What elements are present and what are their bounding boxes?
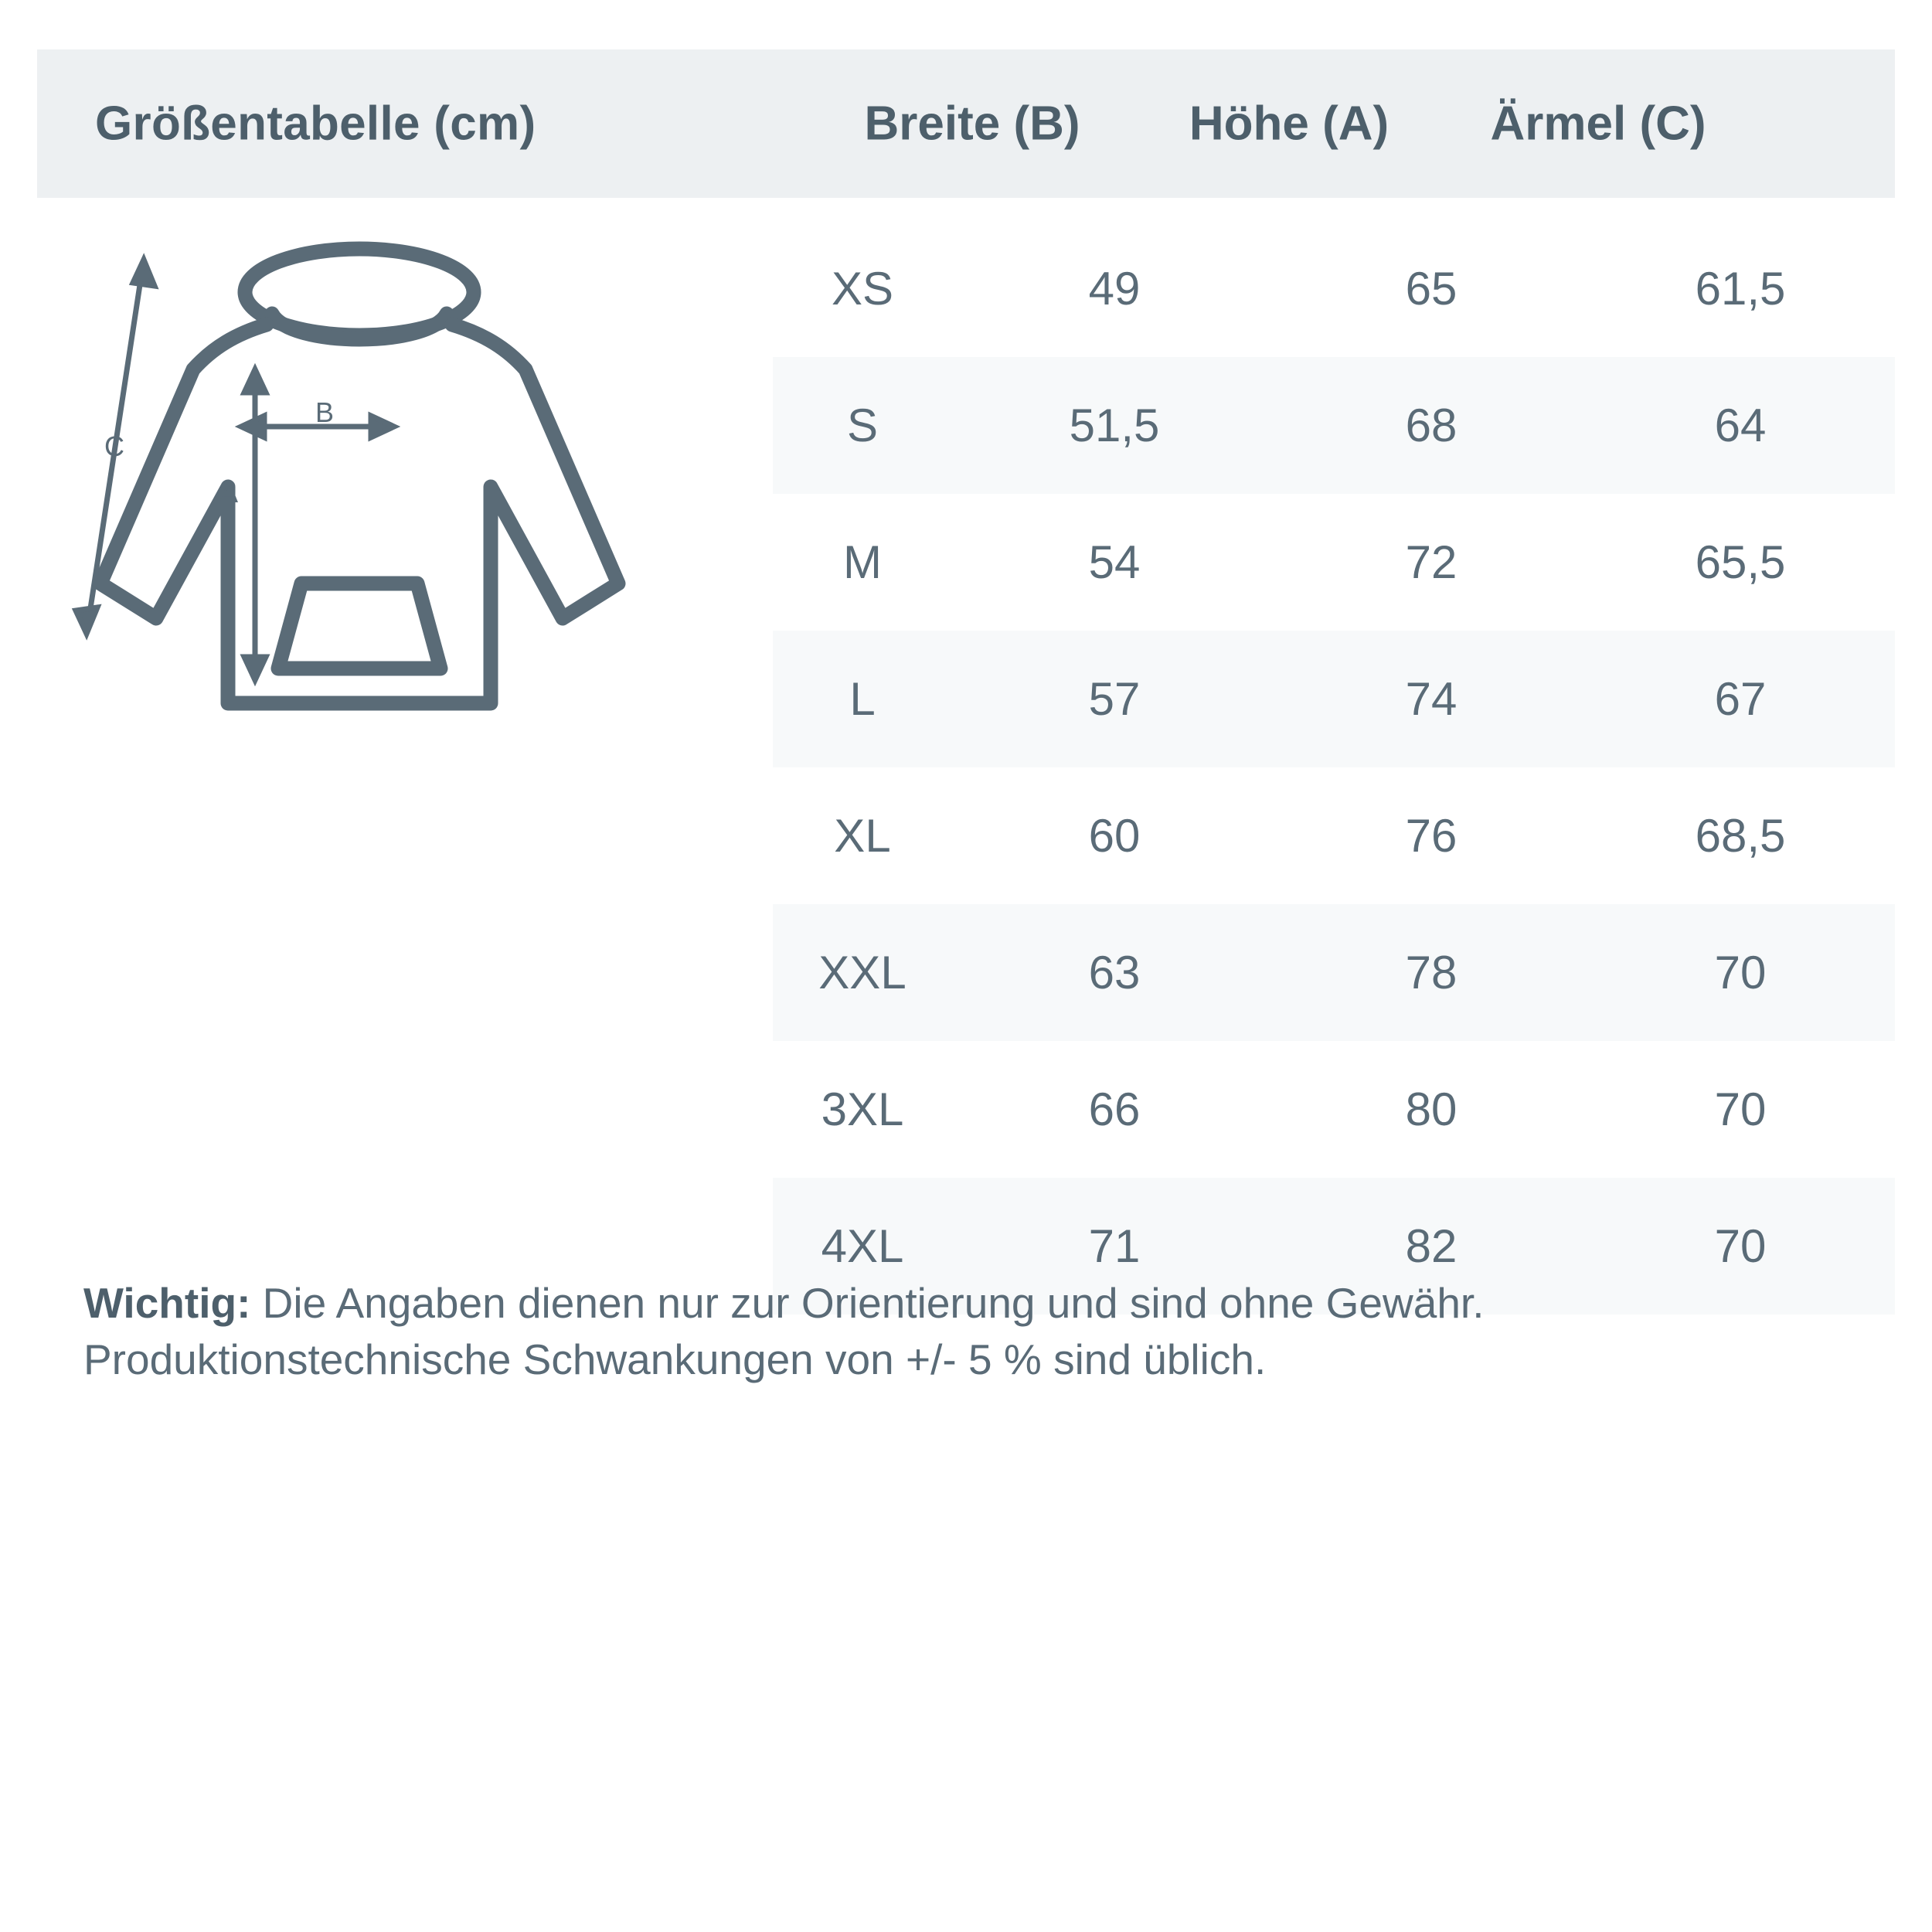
footnote: [83, 1275, 1884, 1388]
cell-size: L: [849, 672, 876, 725]
cell-height: 80: [1405, 1083, 1458, 1135]
dimension-label-height: A: [219, 477, 239, 509]
cell-size: XS: [831, 262, 894, 315]
cell-height: 82: [1405, 1219, 1458, 1272]
column-headers: [810, 97, 1753, 151]
cell-size: 3XL: [821, 1083, 904, 1135]
table-row: [773, 631, 1895, 767]
table-row: [773, 357, 1895, 494]
footnote-lead: Wichtig:: [83, 1279, 251, 1327]
table-header-band: [37, 49, 1895, 198]
cell-width: 60: [1088, 809, 1141, 862]
cell-width: 51,5: [1069, 399, 1160, 451]
dimension-label-width: B: [315, 396, 335, 428]
footnote-text: Die Angaben dienen nur zur Orientierung und sind ohne Gewähr. Produktionstechnische Schwankungen von +/- 5 % sind üblich.: [83, 1279, 1485, 1384]
column-header-height: Höhe (A): [1189, 97, 1389, 151]
cell-size: XXL: [818, 946, 906, 998]
page-title: Größentabelle (cm): [95, 97, 536, 151]
cell-size: S: [846, 399, 879, 451]
cell-height: 76: [1405, 809, 1458, 862]
cell-sleeve: 70: [1714, 1219, 1767, 1272]
cell-sleeve: 61,5: [1695, 262, 1786, 315]
table-row: [773, 767, 1895, 904]
cell-width: 63: [1088, 946, 1141, 998]
cell-width: 71: [1088, 1219, 1141, 1272]
cell-width: 49: [1088, 262, 1141, 315]
column-header-sleeve: Ärmel (C): [1490, 97, 1706, 151]
cell-sleeve: 70: [1714, 946, 1767, 998]
table-row: [773, 494, 1895, 631]
cell-sleeve: 68,5: [1695, 809, 1786, 862]
dimension-label-sleeve: C: [104, 430, 124, 462]
cell-width: 54: [1088, 536, 1141, 588]
size-table: [773, 220, 1895, 1315]
cell-size: M: [843, 536, 882, 588]
cell-sleeve: 67: [1714, 672, 1767, 725]
table-row: [773, 904, 1895, 1041]
cell-sleeve: 64: [1714, 399, 1767, 451]
hoodie-diagram: [70, 232, 750, 819]
cell-height: 78: [1405, 946, 1458, 998]
column-header-width: Breite (B): [864, 97, 1080, 151]
cell-width: 57: [1088, 672, 1141, 725]
table-row: [773, 220, 1895, 357]
cell-sleeve: 65,5: [1695, 536, 1786, 588]
cell-sleeve: 70: [1714, 1083, 1767, 1135]
cell-height: 68: [1405, 399, 1458, 451]
cell-size: 4XL: [821, 1219, 904, 1272]
hoodie-illustration-svg: [70, 232, 750, 819]
table-row: [773, 1041, 1895, 1178]
cell-width: 66: [1088, 1083, 1141, 1135]
cell-height: 65: [1405, 262, 1458, 315]
cell-height: 72: [1405, 536, 1458, 588]
cell-height: 74: [1405, 672, 1458, 725]
cell-size: XL: [834, 809, 891, 862]
